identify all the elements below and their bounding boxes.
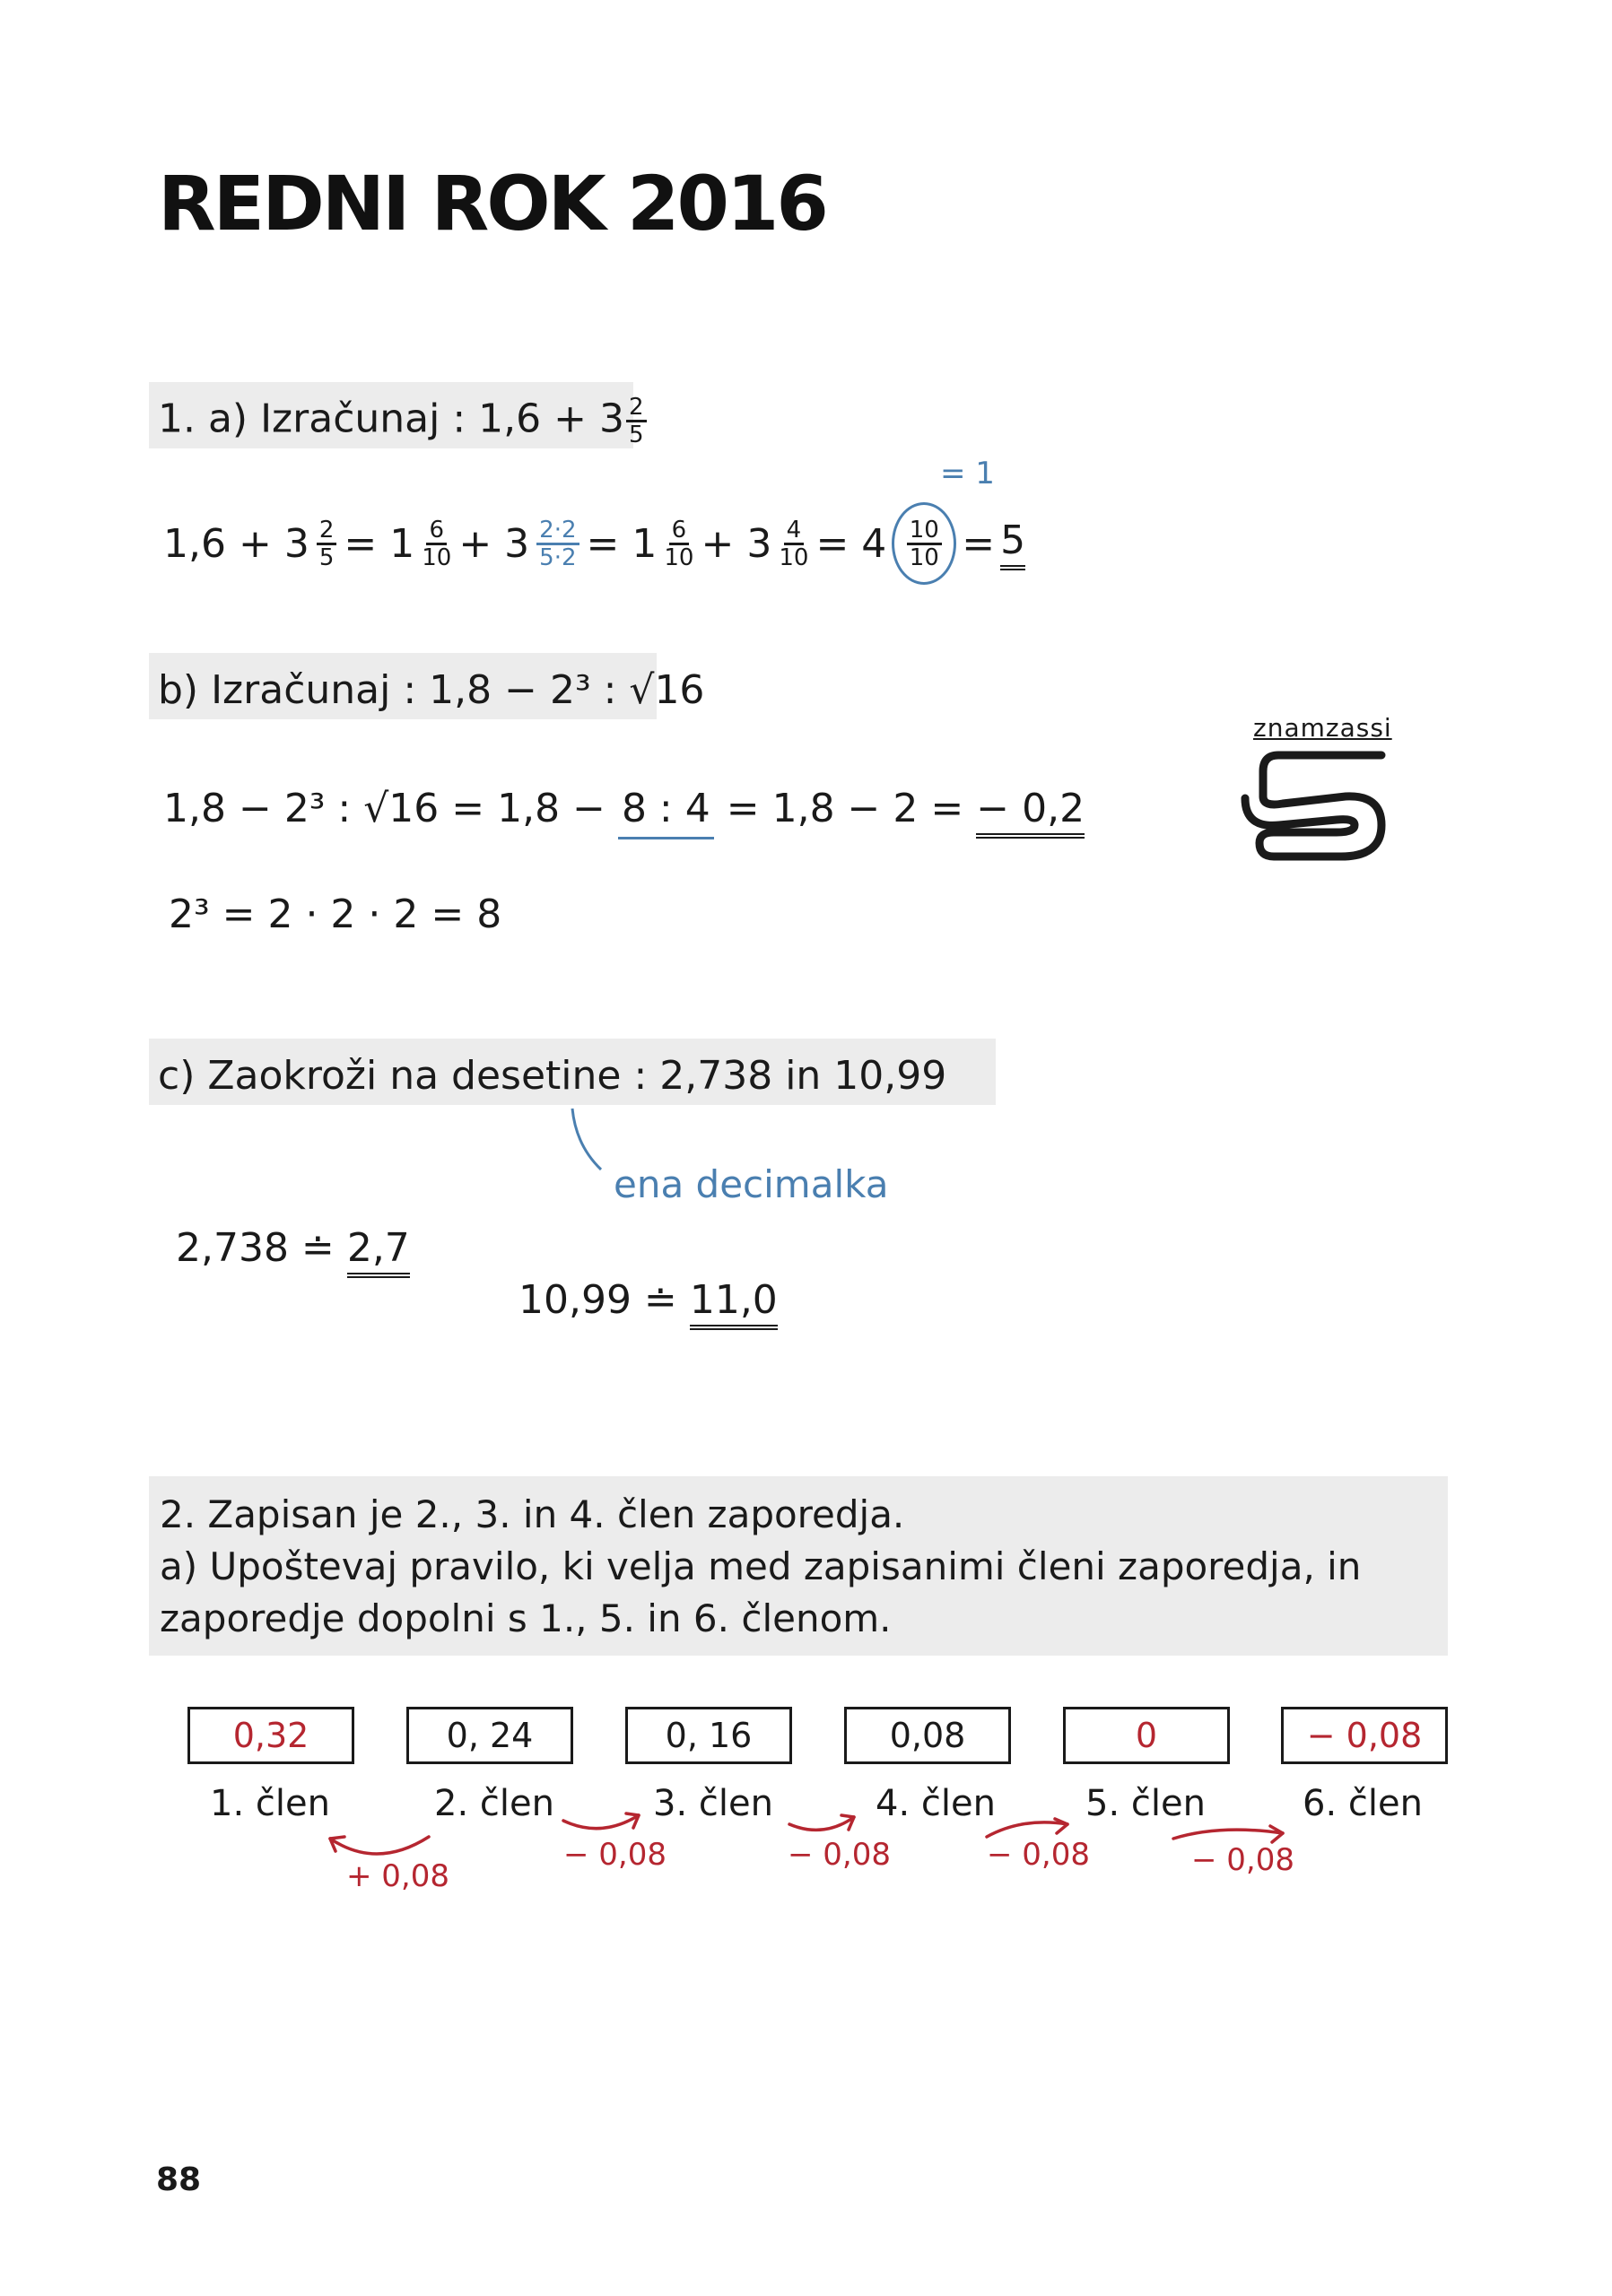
page-title: REDNI ROK 2016 bbox=[158, 160, 826, 248]
step-label-2: − 0,08 bbox=[563, 1837, 667, 1873]
term-label-2: 2. člen bbox=[434, 1783, 554, 1824]
task1c-note: ena decimalka bbox=[614, 1162, 889, 1206]
step-label-4: − 0,08 bbox=[987, 1837, 1090, 1873]
task1c-result2: 11,0 bbox=[690, 1277, 778, 1330]
term-box-5: 0 bbox=[1063, 1707, 1230, 1764]
task2-line1: 2. Zapisan je 2., 3. in 4. člen zaporedja. bbox=[160, 1492, 905, 1536]
fraction: $\frac{4}{10}$ bbox=[779, 516, 809, 571]
task2-line2: a) Upoštevaj pravilo, ki velja med zapisanimi členi zaporedja, in bbox=[160, 1544, 1362, 1588]
logo-text: znamzassi bbox=[1253, 713, 1392, 743]
fraction: $\frac{6}{10}$ bbox=[664, 516, 694, 571]
fraction: $\frac{10}{10}$ bbox=[907, 517, 942, 570]
task1b-aux: 2³ = 2 · 2 · 2 = 8 bbox=[169, 891, 502, 937]
task1a-result: 5 bbox=[1000, 517, 1025, 570]
step-label-5: − 0,08 bbox=[1191, 1842, 1294, 1878]
fraction: $\frac{6}{10}$ bbox=[422, 516, 452, 571]
task2-line3: zaporedje dopolni s 1., 5. in 6. členom. bbox=[160, 1596, 892, 1640]
term-box-4: 0,08 bbox=[844, 1707, 1011, 1764]
term-label-5: 5. člen bbox=[1085, 1783, 1206, 1824]
fraction: $\frac{2}{5}$ bbox=[317, 517, 337, 570]
step-label-1: + 0,08 bbox=[346, 1858, 449, 1894]
fraction: $\frac{2}{5}$ bbox=[626, 395, 647, 448]
term-label-6: 6. člen bbox=[1303, 1783, 1423, 1824]
task1c-line1: 2,738 ≐ 2,7 bbox=[176, 1225, 410, 1271]
page-number: 88 bbox=[156, 2161, 202, 2198]
task1b-result: − 0,2 bbox=[976, 786, 1085, 839]
term-box-2: 0, 24 bbox=[406, 1707, 573, 1764]
task1a-solution: 1,6 + 3 $\frac{2}{5}$ = 1 $\frac{6}{10}$ + 3 $\frac{2\cdot 2}{5\cdot 2}$ = 1 $\frac{6}{10}$ + 3 $\frac{4}{10}$ = 4 $\frac{10}{10}$ = 5 bbox=[163, 502, 1025, 585]
task1c-result1: 2,7 bbox=[347, 1225, 410, 1278]
task1c-line2: 10,99 ≐ 11,0 bbox=[518, 1277, 778, 1323]
term-label-1: 1. člen bbox=[210, 1783, 330, 1824]
task1b-bracketed: 8 : 4 bbox=[618, 786, 714, 839]
task1a-note: = 1 bbox=[940, 456, 995, 491]
term-box-6: − 0,08 bbox=[1281, 1707, 1448, 1764]
step-label-3: − 0,08 bbox=[788, 1837, 891, 1873]
fraction-expanded: $\frac{2\cdot 2}{5\cdot 2}$ bbox=[536, 517, 579, 570]
task1a-prompt-expr: 1,6 + 3 bbox=[478, 396, 624, 442]
task1a-prompt-label: 1. a) Izračunaj : bbox=[158, 396, 466, 442]
task1c-prompt: c) Zaokroži na desetine : 2,738 in 10,99 bbox=[158, 1053, 947, 1099]
term-box-1: 0,32 bbox=[187, 1707, 354, 1764]
term-box-3: 0, 16 bbox=[625, 1707, 792, 1764]
task1b-prompt: b) Izračunaj : 1,8 − 2³ : √16 bbox=[158, 667, 705, 713]
task1b-solution: 1,8 − 2³ : √16 = 1,8 − 8 : 4 = 1,8 − 2 = − 0,2 bbox=[163, 786, 1085, 831]
term-label-4: 4. člen bbox=[876, 1783, 996, 1824]
term-label-3: 3. člen bbox=[653, 1783, 773, 1824]
